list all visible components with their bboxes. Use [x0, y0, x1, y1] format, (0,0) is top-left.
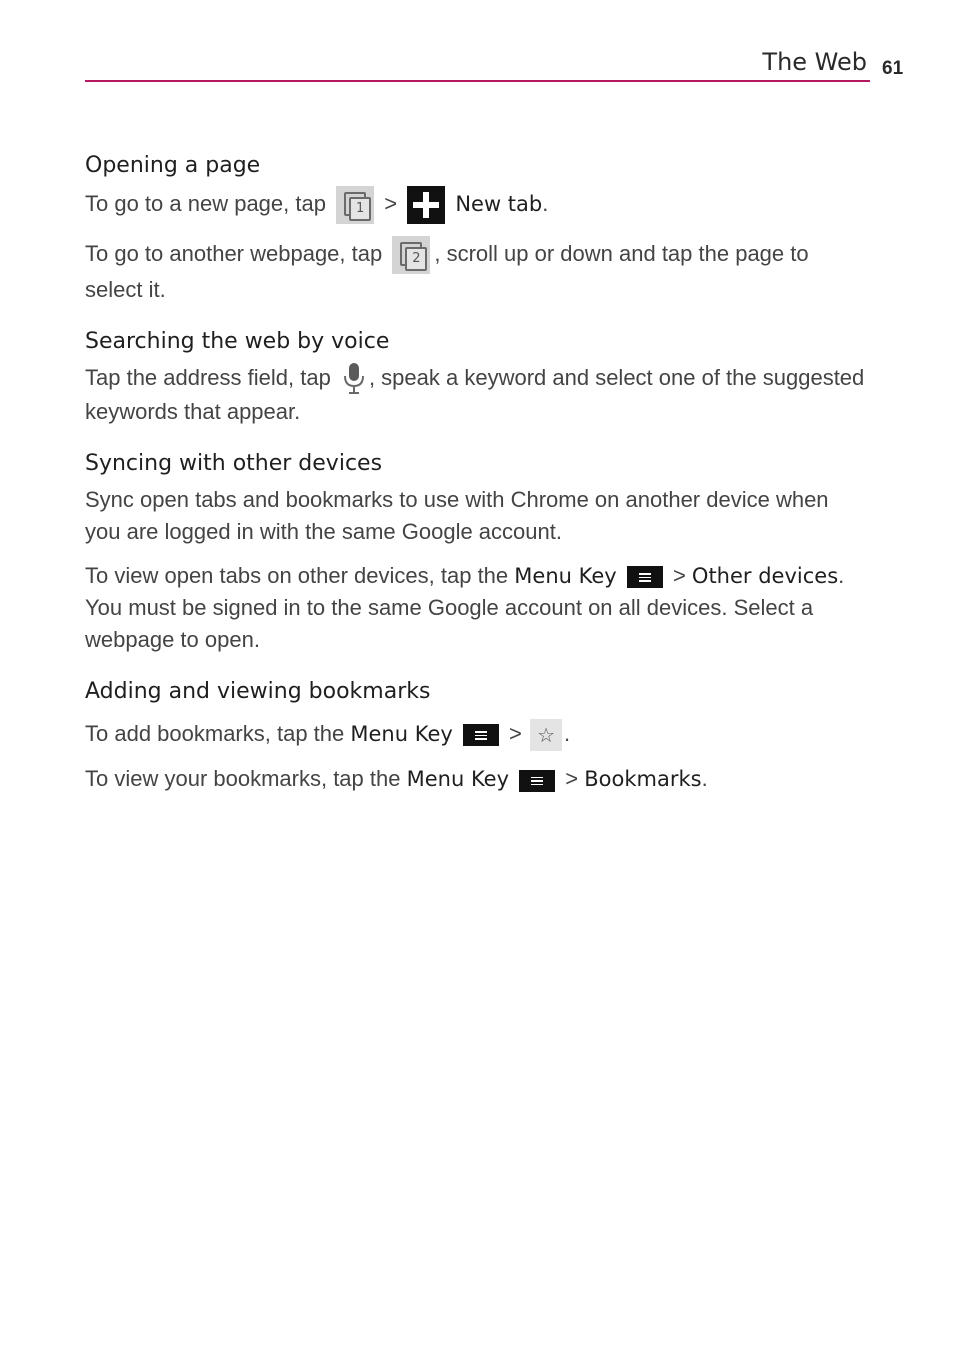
separator: >	[565, 766, 579, 792]
section-heading: Adding and viewing bookmarks	[85, 679, 431, 705]
text: To go to a new page, tap	[85, 190, 326, 216]
microphone-icon	[341, 362, 367, 396]
tabs-icon	[336, 186, 374, 224]
menu-key-label: Menu Key	[406, 767, 510, 792]
menu-key-icon	[519, 770, 555, 792]
header-divider	[85, 80, 870, 82]
page-body	[85, 150, 870, 815]
paragraph	[85, 763, 870, 795]
bookmarks-label: Bookmarks	[584, 767, 702, 792]
paragraph: Sync open tabs and bookmarks to use with Chrome on another device when you are logged in with the same Google account.	[85, 487, 829, 545]
paragraph	[85, 718, 870, 751]
section-heading: Syncing with other devices	[85, 451, 383, 477]
text: To add bookmarks, tap the	[85, 721, 345, 747]
text: To view your bookmarks, tap the	[85, 766, 401, 792]
section-syncing	[85, 448, 870, 656]
paragraph	[85, 362, 870, 428]
tab-count: 2	[405, 247, 427, 271]
text: , scroll up or down and tap the page to select it.	[85, 240, 809, 302]
separator: >	[509, 721, 522, 747]
menu-key-icon	[627, 566, 663, 588]
page-number: 61	[882, 58, 904, 79]
star-icon: ☆	[530, 719, 562, 751]
text: Tap the address field, tap	[85, 365, 331, 390]
tabs-icon	[392, 236, 430, 274]
section-opening-a-page	[85, 150, 870, 306]
section-heading: Searching the web by voice	[85, 329, 390, 354]
menu-key-icon	[463, 724, 499, 746]
separator: >	[672, 563, 686, 589]
paragraph	[85, 236, 870, 306]
text: To go to another webpage, tap	[85, 240, 383, 266]
paragraph	[85, 560, 870, 656]
text: To view open tabs on other devices, tap the	[85, 563, 509, 589]
chapter-title: The Web	[762, 48, 867, 76]
section-heading: Opening a page	[85, 153, 261, 178]
new-tab-label: New tab	[455, 191, 543, 216]
menu-key-label: Menu Key	[514, 564, 617, 589]
paragraph	[85, 186, 870, 224]
text: . You must be signed in to the same Google account on all devices. Select a webpage to open.	[85, 563, 845, 653]
plus-icon	[407, 186, 445, 224]
text: .	[564, 721, 571, 747]
tab-count: 1	[349, 197, 371, 221]
menu-key-label: Menu Key	[350, 722, 453, 747]
section-bookmarks	[85, 676, 870, 795]
separator: >	[384, 190, 398, 216]
text: .	[701, 766, 708, 792]
other-devices-label: Other devices	[691, 564, 839, 589]
text: .	[542, 190, 549, 216]
text: , speak a keyword and select one of the suggested keywords that appear.	[85, 365, 865, 425]
section-voice-search	[85, 326, 870, 428]
